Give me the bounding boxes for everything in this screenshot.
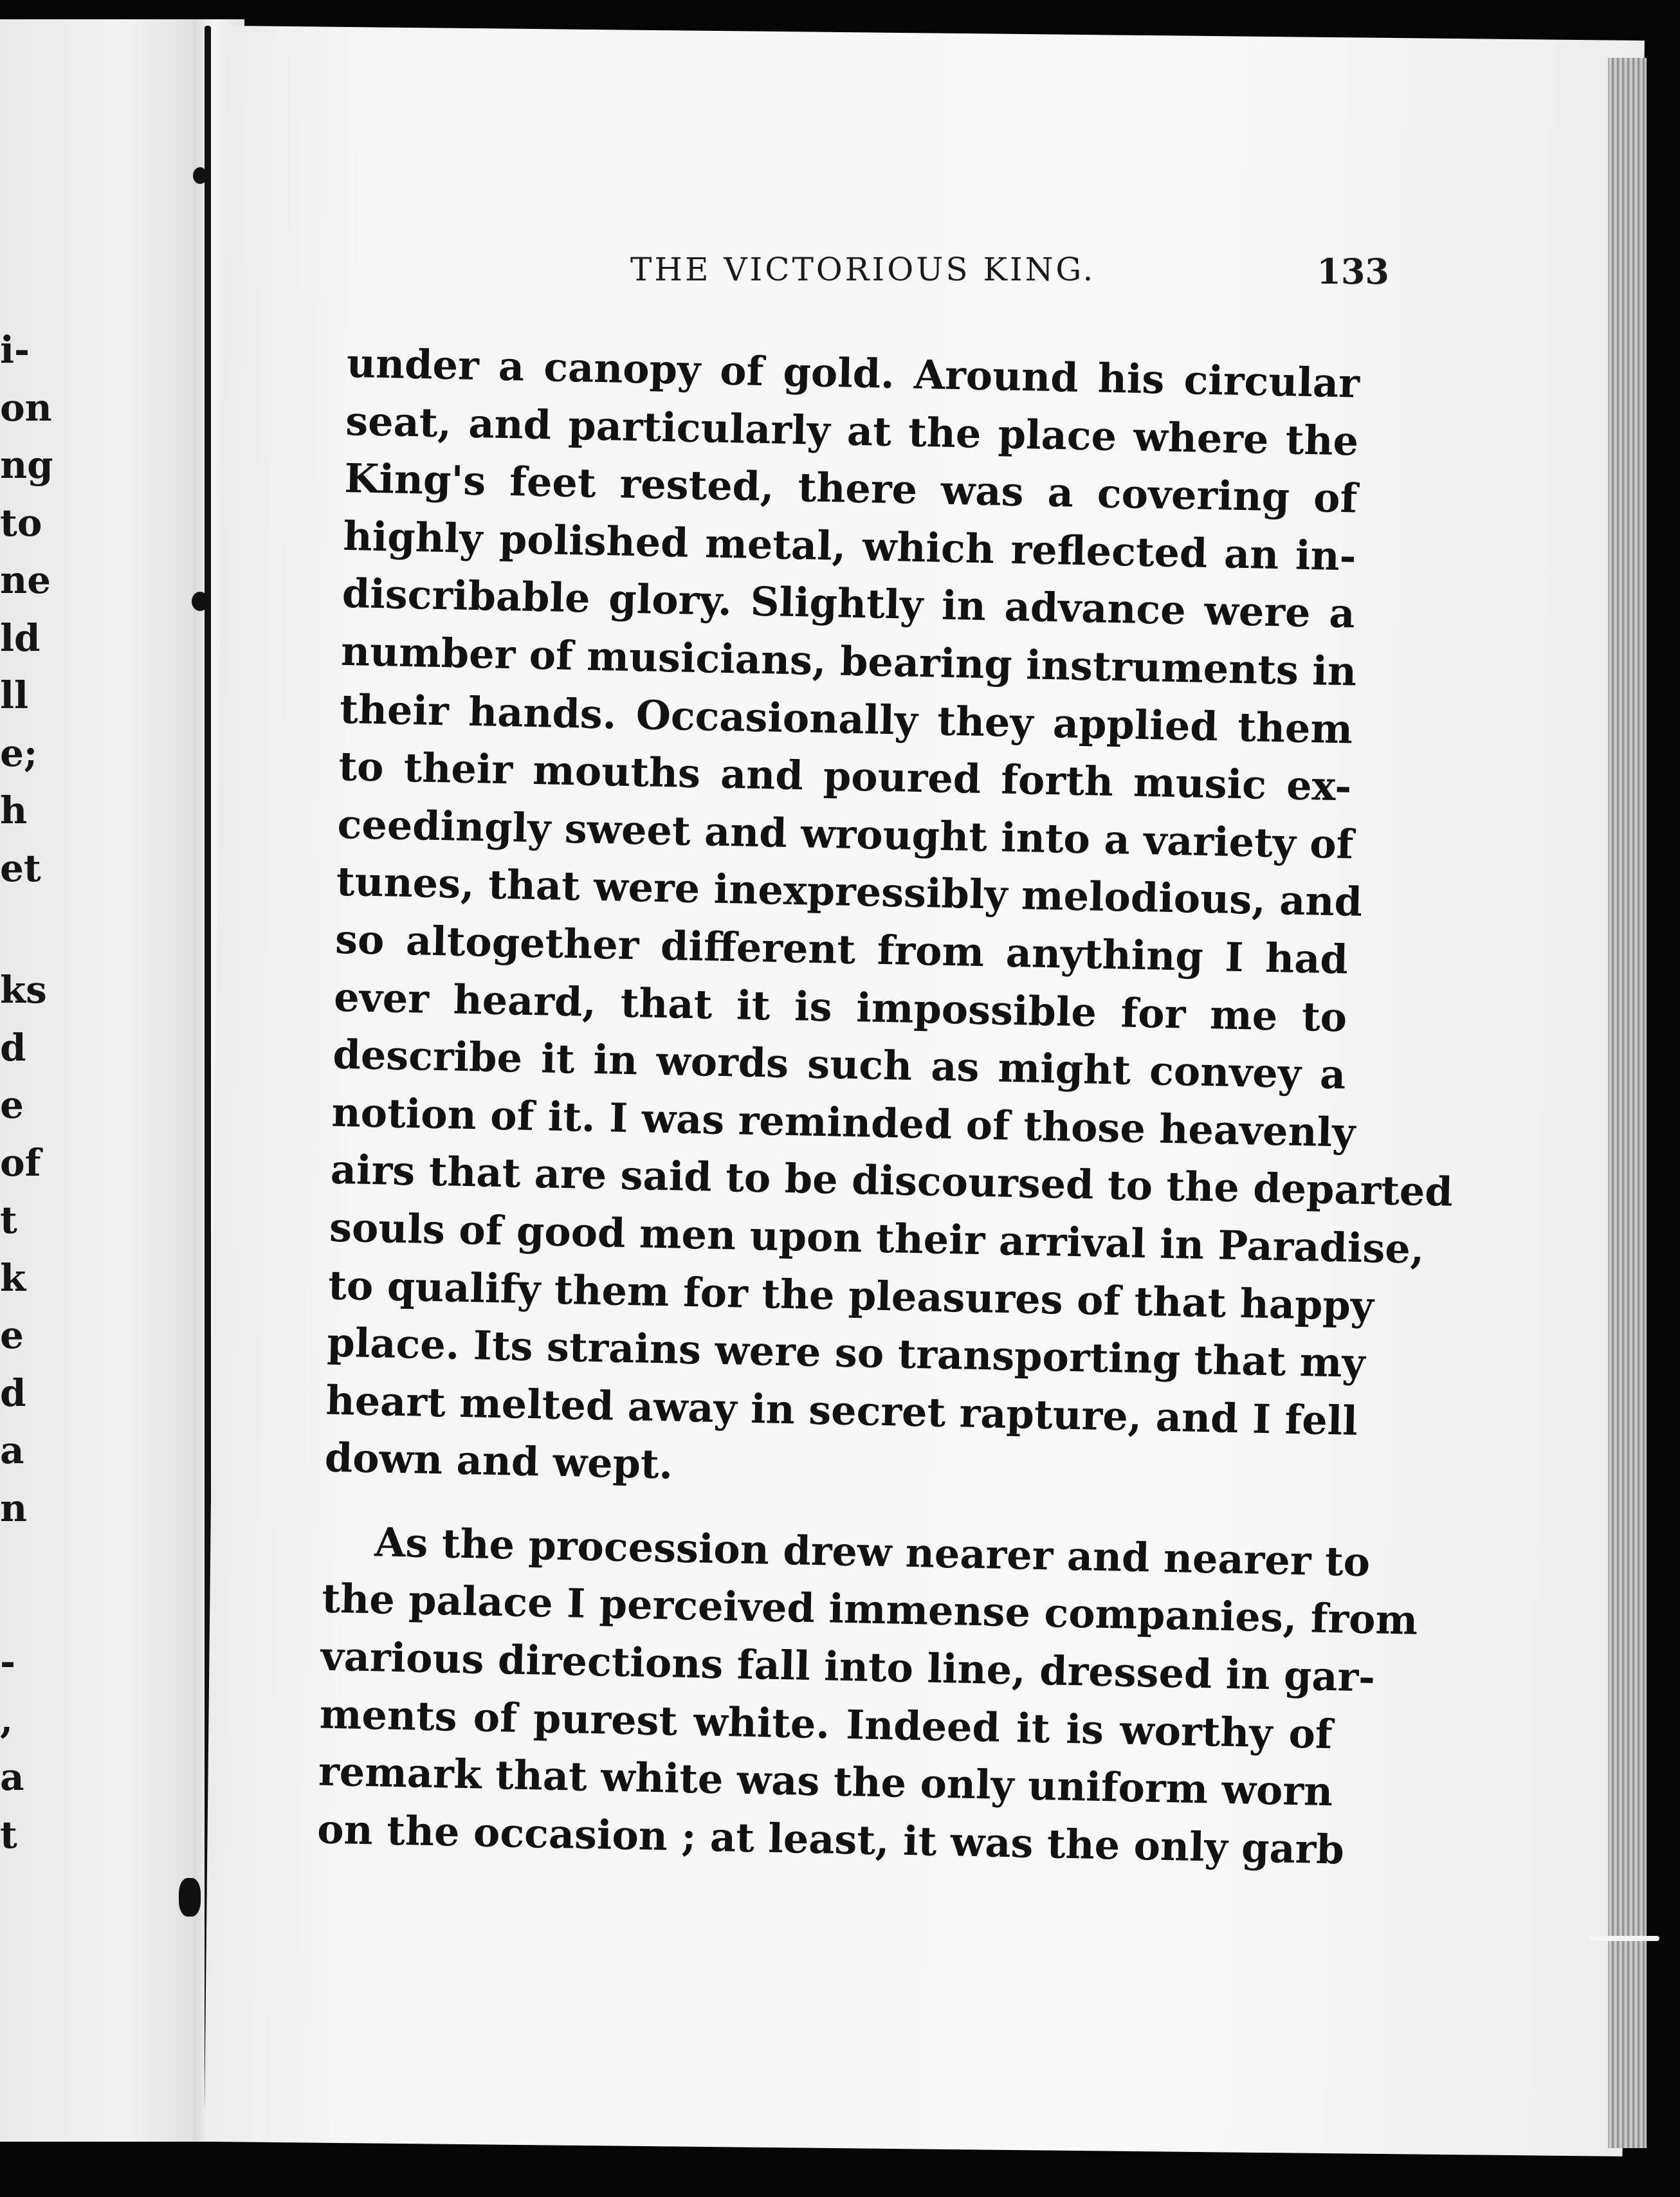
text-line: seat, and particularly at the place where the [345, 397, 1359, 465]
text-line: ments of purest white. Indeed it is worthy of [319, 1690, 1333, 1758]
text-line: souls of good men upon their arrival in Paradise, [329, 1203, 1425, 1273]
text-line: discribable glory. Slightly in advance were a [342, 570, 1356, 637]
fragment: ng [0, 443, 53, 487]
text-line: remark that white was the only uniform worn [318, 1747, 1333, 1816]
text-line: describe it in words such as might convey a [332, 1030, 1346, 1098]
fragment: e [0, 1313, 24, 1357]
fragment: h [0, 789, 28, 832]
fragment: d [0, 1025, 26, 1070]
fragment: on [0, 385, 52, 430]
running-title: THE VICTORIOUS KING. [630, 251, 1096, 288]
fragment-gap [0, 897, 39, 962]
text-line: the palace I perceived immense companies, from [321, 1575, 1418, 1645]
fragment: t [0, 1812, 17, 1857]
page-stack-edge [1608, 58, 1647, 2148]
previous-page-text-fragments [0, 322, 53, 1864]
fragment: k [0, 1255, 26, 1300]
text-line: various directions fall into line, dressed in gar- [320, 1632, 1376, 1701]
binding-mark [193, 167, 207, 184]
text-line: notion of it. I was reminded of those heavenly [331, 1088, 1356, 1156]
fragment: e [0, 1083, 24, 1127]
fragment: et [0, 846, 41, 890]
fragment: , [0, 1697, 14, 1742]
page-header [412, 251, 1389, 309]
fragment: i- [0, 328, 30, 372]
text-line: to qualify them for the pleasures of that happy [327, 1261, 1374, 1329]
text-line: heart melted away in secret rapture, and I fell [325, 1376, 1358, 1445]
text-line: King's feet rested, there was a covering of [343, 455, 1358, 522]
text-line: under a canopy of gold. Around his circular [346, 339, 1360, 407]
fragment: ne [0, 558, 51, 602]
text-line: As the procession drew nearer and nearer to [374, 1518, 1371, 1586]
text-line: highly polished metal, which reflected an in- [342, 512, 1357, 580]
fragment: n [0, 1486, 28, 1530]
text-line: tunes, that were inexpressibly melodious, and [336, 858, 1363, 926]
text-line: their hands. Occasionally they applied them [339, 685, 1353, 753]
fragment: a [0, 1428, 24, 1472]
fragment: - [0, 1640, 16, 1684]
fragment: ks [0, 968, 47, 1012]
text-line: on the occasion ; at least, it was the only garb [316, 1805, 1345, 1873]
fragment: of [0, 1140, 41, 1185]
text-line: place. Its strains were so transporting that my [326, 1318, 1366, 1387]
body-text [316, 334, 1454, 1879]
page-tear-mark [1589, 1936, 1659, 1941]
text-line: to their mouths and poured forth music ex- [338, 743, 1352, 810]
page-number: 133 [1317, 251, 1389, 292]
text-line: number of musicians, bearing instruments in [340, 627, 1357, 695]
fragment: a [0, 1755, 24, 1799]
text-line: down and wept. [324, 1434, 673, 1488]
fragment: ll [0, 673, 29, 717]
fragment: d [0, 1371, 26, 1415]
fragment: e; [0, 731, 38, 775]
text-line: airs that are said to be discoursed to the departed [330, 1146, 1454, 1216]
fragment: ld [0, 615, 41, 660]
binding-mark [179, 1878, 201, 1917]
text-line: so altogether different from anything I had [334, 915, 1349, 983]
fragment-gap [0, 1537, 39, 1634]
binding-mark [192, 592, 208, 611]
text-line: ceedingly sweet and wrought into a variety of [336, 800, 1355, 868]
text-line: ever heard, that it is impossible for me to [333, 973, 1347, 1041]
fragment: to [0, 500, 42, 545]
fragment: t [0, 1198, 17, 1242]
